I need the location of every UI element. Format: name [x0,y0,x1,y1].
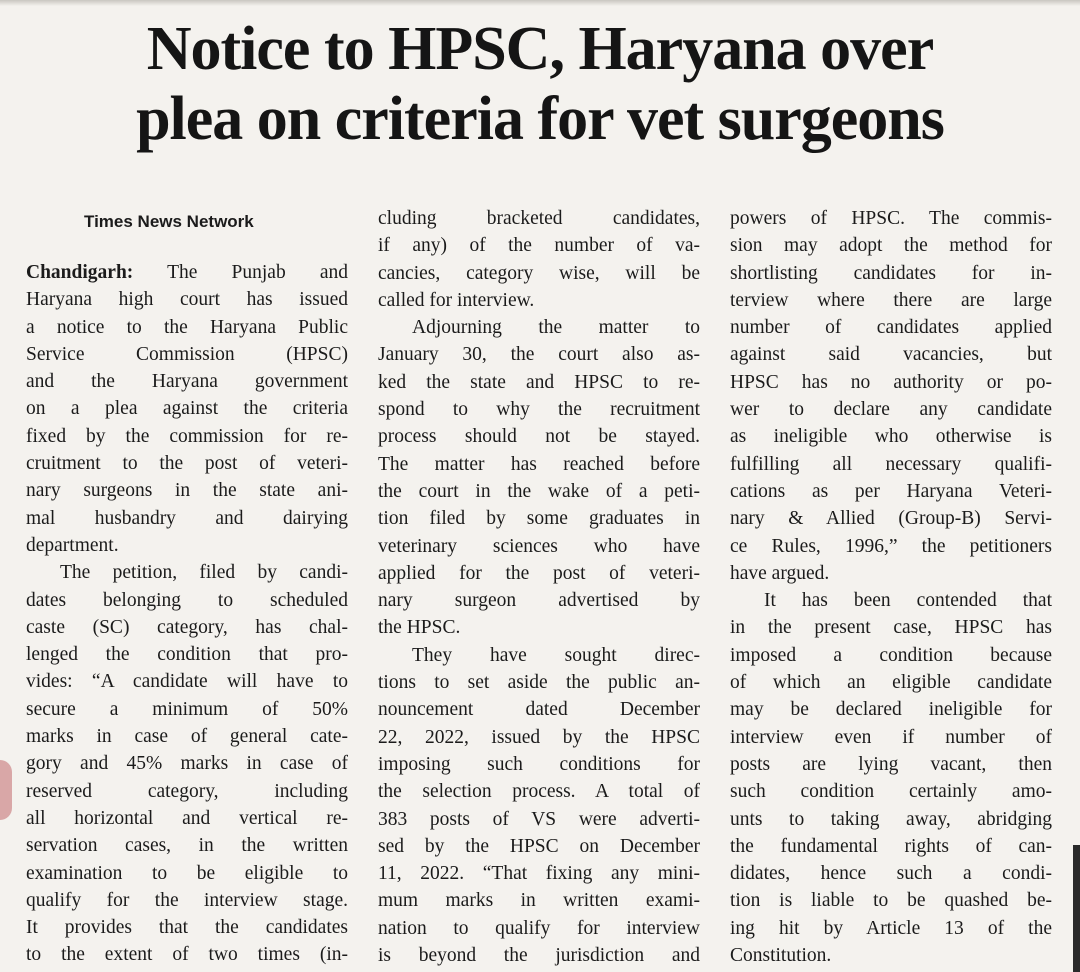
column-line: Chandigarh: The Punjab and [26,262,348,283]
column-line: qualify for the interview stage. [26,889,348,911]
dateline: Chandigarh: [26,262,134,283]
column-line: mum marks in written exami- [378,890,700,912]
column-line: is beyond the jurisdiction and [378,945,700,967]
column-line: veterinary sciences who have [378,535,700,557]
column-line: cluding bracketed candidates, [378,208,700,229]
column-line: HPSC has no authority or po- [730,371,1052,393]
column-line: and the Haryana government [26,371,348,393]
column-line: the HPSC. [378,617,461,639]
column-line: ked the state and HPSC to re- [378,371,700,393]
column-line: The matter has reached before [378,453,700,475]
column-line: the court in the wake of a peti- [378,480,700,502]
column-line: on a plea against the criteria [26,398,348,420]
column-line: terview where there are large [730,289,1052,311]
column-line: reserved category, including [26,780,348,802]
column-line: department. [26,534,119,556]
column-line: Constitution. [730,945,832,967]
column-line: nary surgeon advertised by [378,590,700,612]
top-edge [0,0,1080,6]
column-line: imposed a condition because [730,644,1052,666]
column-line: the fundamental rights of can- [730,835,1052,857]
column-line: tions to set aside the public an- [378,672,700,694]
column-line: cations as per Haryana Veteri- [730,480,1052,502]
column-line: vides: “A candidate will have to [26,671,348,693]
column-line: of which an eligible candidate [730,672,1052,694]
column-line: nary surgeons in the state ani- [26,480,348,502]
column-line: Adjourning the matter to [412,317,700,339]
column-line: have argued. [730,562,830,584]
column-line: fulfilling all necessary qualifi- [730,453,1052,475]
column-line: gory and 45% marks in case of [26,753,348,775]
column-line: powers of HPSC. The commis- [730,208,1052,229]
column-line: in the present case, HPSC has [730,617,1052,639]
right-edge-rule [1073,845,1080,972]
column-line: It provides that the candidates [26,917,348,939]
column-line: process should not be stayed. [378,426,700,448]
column-line: wer to declare any candidate [730,399,1052,421]
byline: Times News Network [84,212,254,231]
column-line: It has been contended that [764,590,1052,612]
column-line: shortlisting candidates for in- [730,262,1052,284]
column-line: all horizontal and vertical re- [26,807,348,829]
column-line: nouncement dated December [378,699,700,721]
column-line: a notice to the Haryana Public [26,316,348,338]
column-line: as ineligible who otherwise is [730,426,1052,448]
headline [20,14,1060,154]
column-line: interview even if number of [730,726,1052,748]
headline-line-2: plea on criteria for vet surgeons [136,85,944,153]
column-line: nation to qualify for interview [378,917,700,939]
column-line: ce Rules, 1996,” the petitioners [730,535,1052,557]
column-line: didates, hence such a condi- [730,863,1052,885]
column-line: 383 posts of VS were adverti- [378,808,700,830]
column-line: January 30, the court also as- [378,344,700,366]
column-line: called for interview. [378,289,535,311]
column-line: posts are lying vacant, then [730,753,1052,775]
column-line: nary & Allied (Group-B) Servi- [730,508,1052,530]
column-line: dates belonging to scheduled [26,589,348,611]
article-column-3 [730,205,1052,969]
column-line: lenged the condition that pro- [26,644,348,666]
column-line: 22, 2022, issued by the HPSC [378,726,700,748]
column-line: The petition, filed by candi- [60,562,348,584]
column-line: examination to be eligible to [26,862,348,884]
column-line: mal husbandry and dairying [26,507,348,529]
column-line: 11, 2022. “That fixing any mini- [378,863,700,885]
column-line: applied for the post of veteri- [378,562,700,584]
left-edge-mark [0,760,12,820]
column-line: imposing such conditions for [378,753,700,775]
column-line: the selection process. A total of [378,781,700,803]
article-column-2 [378,205,700,969]
column-line: marks in case of general cate- [26,726,348,748]
column-line: unts to taking away, abridging [730,808,1052,830]
column-line: caste (SC) category, has chal- [26,616,348,638]
column-line: such condition certainly amo- [730,781,1052,803]
column-line: tion is liable to be quashed be- [730,890,1052,912]
column-line: tion filed by some graduates in [378,508,700,530]
column-line: to the extent of two times (in- [26,944,348,966]
column-line: may be declared ineligible for [730,699,1052,721]
column-line: ing hit by Article 13 of the [730,917,1052,939]
column-line: Service Commission (HPSC) [26,343,348,365]
column-line: sion may adopt the method for [730,235,1052,257]
column-line: They have sought direc- [412,644,700,666]
column-line: spond to why the recruitment [378,399,700,421]
column-line: against said vacancies, but [730,344,1052,366]
headline-line-1: Notice to HPSC, Haryana over [146,15,934,83]
column-line: number of candidates applied [730,317,1052,339]
column-line: Haryana high court has issued [26,289,348,311]
article-column-1 [26,205,348,969]
column-line: fixed by the commission for re- [26,425,348,447]
column-line: cancies, category wise, will be [378,262,700,284]
column-line: if any) of the number of va- [378,235,700,257]
column-line: servation cases, in the written [26,835,348,857]
column-line: cruitment to the post of veteri- [26,453,348,475]
column-line: sed by the HPSC on December [378,835,700,857]
column-line: secure a minimum of 50% [26,698,348,720]
